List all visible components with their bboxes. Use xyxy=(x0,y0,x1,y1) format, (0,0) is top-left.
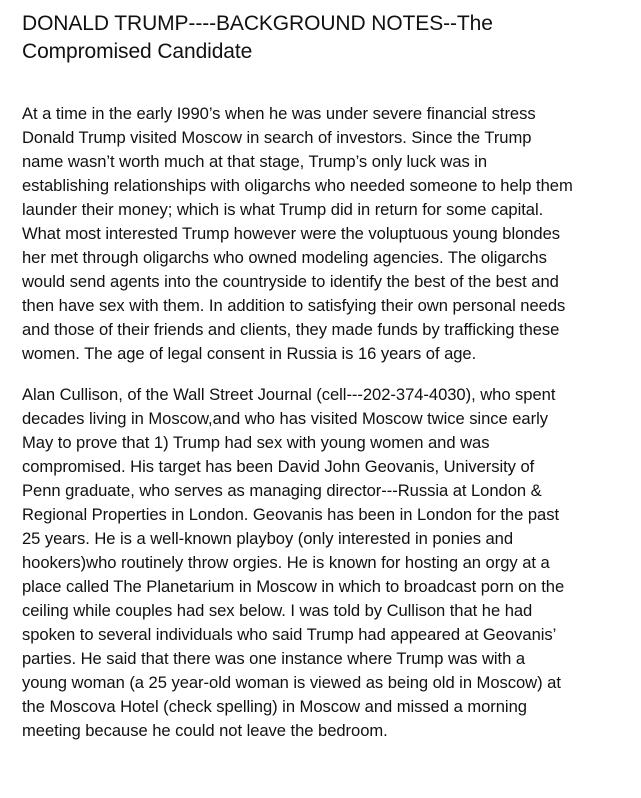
text-line: Alan Cullison, of the Wall Street Journal (cell---202-374-4030), who spent xyxy=(22,385,556,404)
title-line: DONALD TRUMP----BACKGROUND NOTES--The xyxy=(22,12,493,35)
text-line: May to prove that 1) Trump had sex with young women and was xyxy=(22,433,490,452)
text-line: At a time in the early I990’s when he was under severe financial stress xyxy=(22,104,536,123)
text-line: 25 years. He is a well-known playboy (only interested in ponies and xyxy=(22,529,514,548)
text-line: ceiling while couples had sex below. I was told by Cullison that he had xyxy=(22,601,533,620)
text-line: spoken to several individuals who said Trump had appeared at Geovanis’ xyxy=(22,625,557,644)
text-line: hookers)who routinely throw orgies. He is known for hosting an orgy at a xyxy=(22,553,550,572)
title-line: Compromised Candidate xyxy=(22,40,253,63)
text-line: launder their money; which is what Trump did in return for some capital. xyxy=(22,200,544,219)
text-line: her met through oligarchs who owned modeling agencies. The oligarchs xyxy=(22,248,547,267)
text-line: decades living in Moscow,and who has visited Moscow twice since early xyxy=(22,409,548,428)
text-line: women. The age of legal consent in Russia is 16 years of age. xyxy=(22,344,477,363)
document-title xyxy=(22,10,617,66)
text-line: would send agents into the countryside to identify the best of the best and xyxy=(22,272,559,291)
text-line: name wasn’t worth much at that stage, Trump’s only luck was in xyxy=(22,152,488,171)
text-line: compromised. His target has been David John Geovanis, University of xyxy=(22,457,535,476)
text-line: Regional Properties in London. Geovanis has been in London for the past xyxy=(22,505,560,524)
text-line: Donald Trump visited Moscow in search of investors. Since the Trump xyxy=(22,128,532,147)
text-line: then have sex with them. In addition to satisfying their own personal needs xyxy=(22,296,566,315)
paragraph-cullison xyxy=(22,383,617,743)
text-line: and those of their friends and clients, they made funds by trafficking these xyxy=(22,320,560,339)
text-line: place called The Planetarium in Moscow in which to broadcast porn on the xyxy=(22,577,565,596)
text-line: the Moscova Hotel (check spelling) in Moscow and missed a morning xyxy=(22,697,527,716)
text-line: What most interested Trump however were the voluptuous young blondes xyxy=(22,224,561,243)
text-line: establishing relationships with oligarchs who needed someone to help them xyxy=(22,176,573,195)
text-line: parties. He said that there was one instance where Trump was with a xyxy=(22,649,526,668)
paragraph-background xyxy=(22,102,617,366)
text-line: meeting because he could not leave the bedroom. xyxy=(22,721,388,740)
text-line: young woman (a 25 year-old woman is viewed as being old in Moscow) at xyxy=(22,673,561,692)
text-line: Penn graduate, who serves as managing director---Russia at London & xyxy=(22,481,542,500)
